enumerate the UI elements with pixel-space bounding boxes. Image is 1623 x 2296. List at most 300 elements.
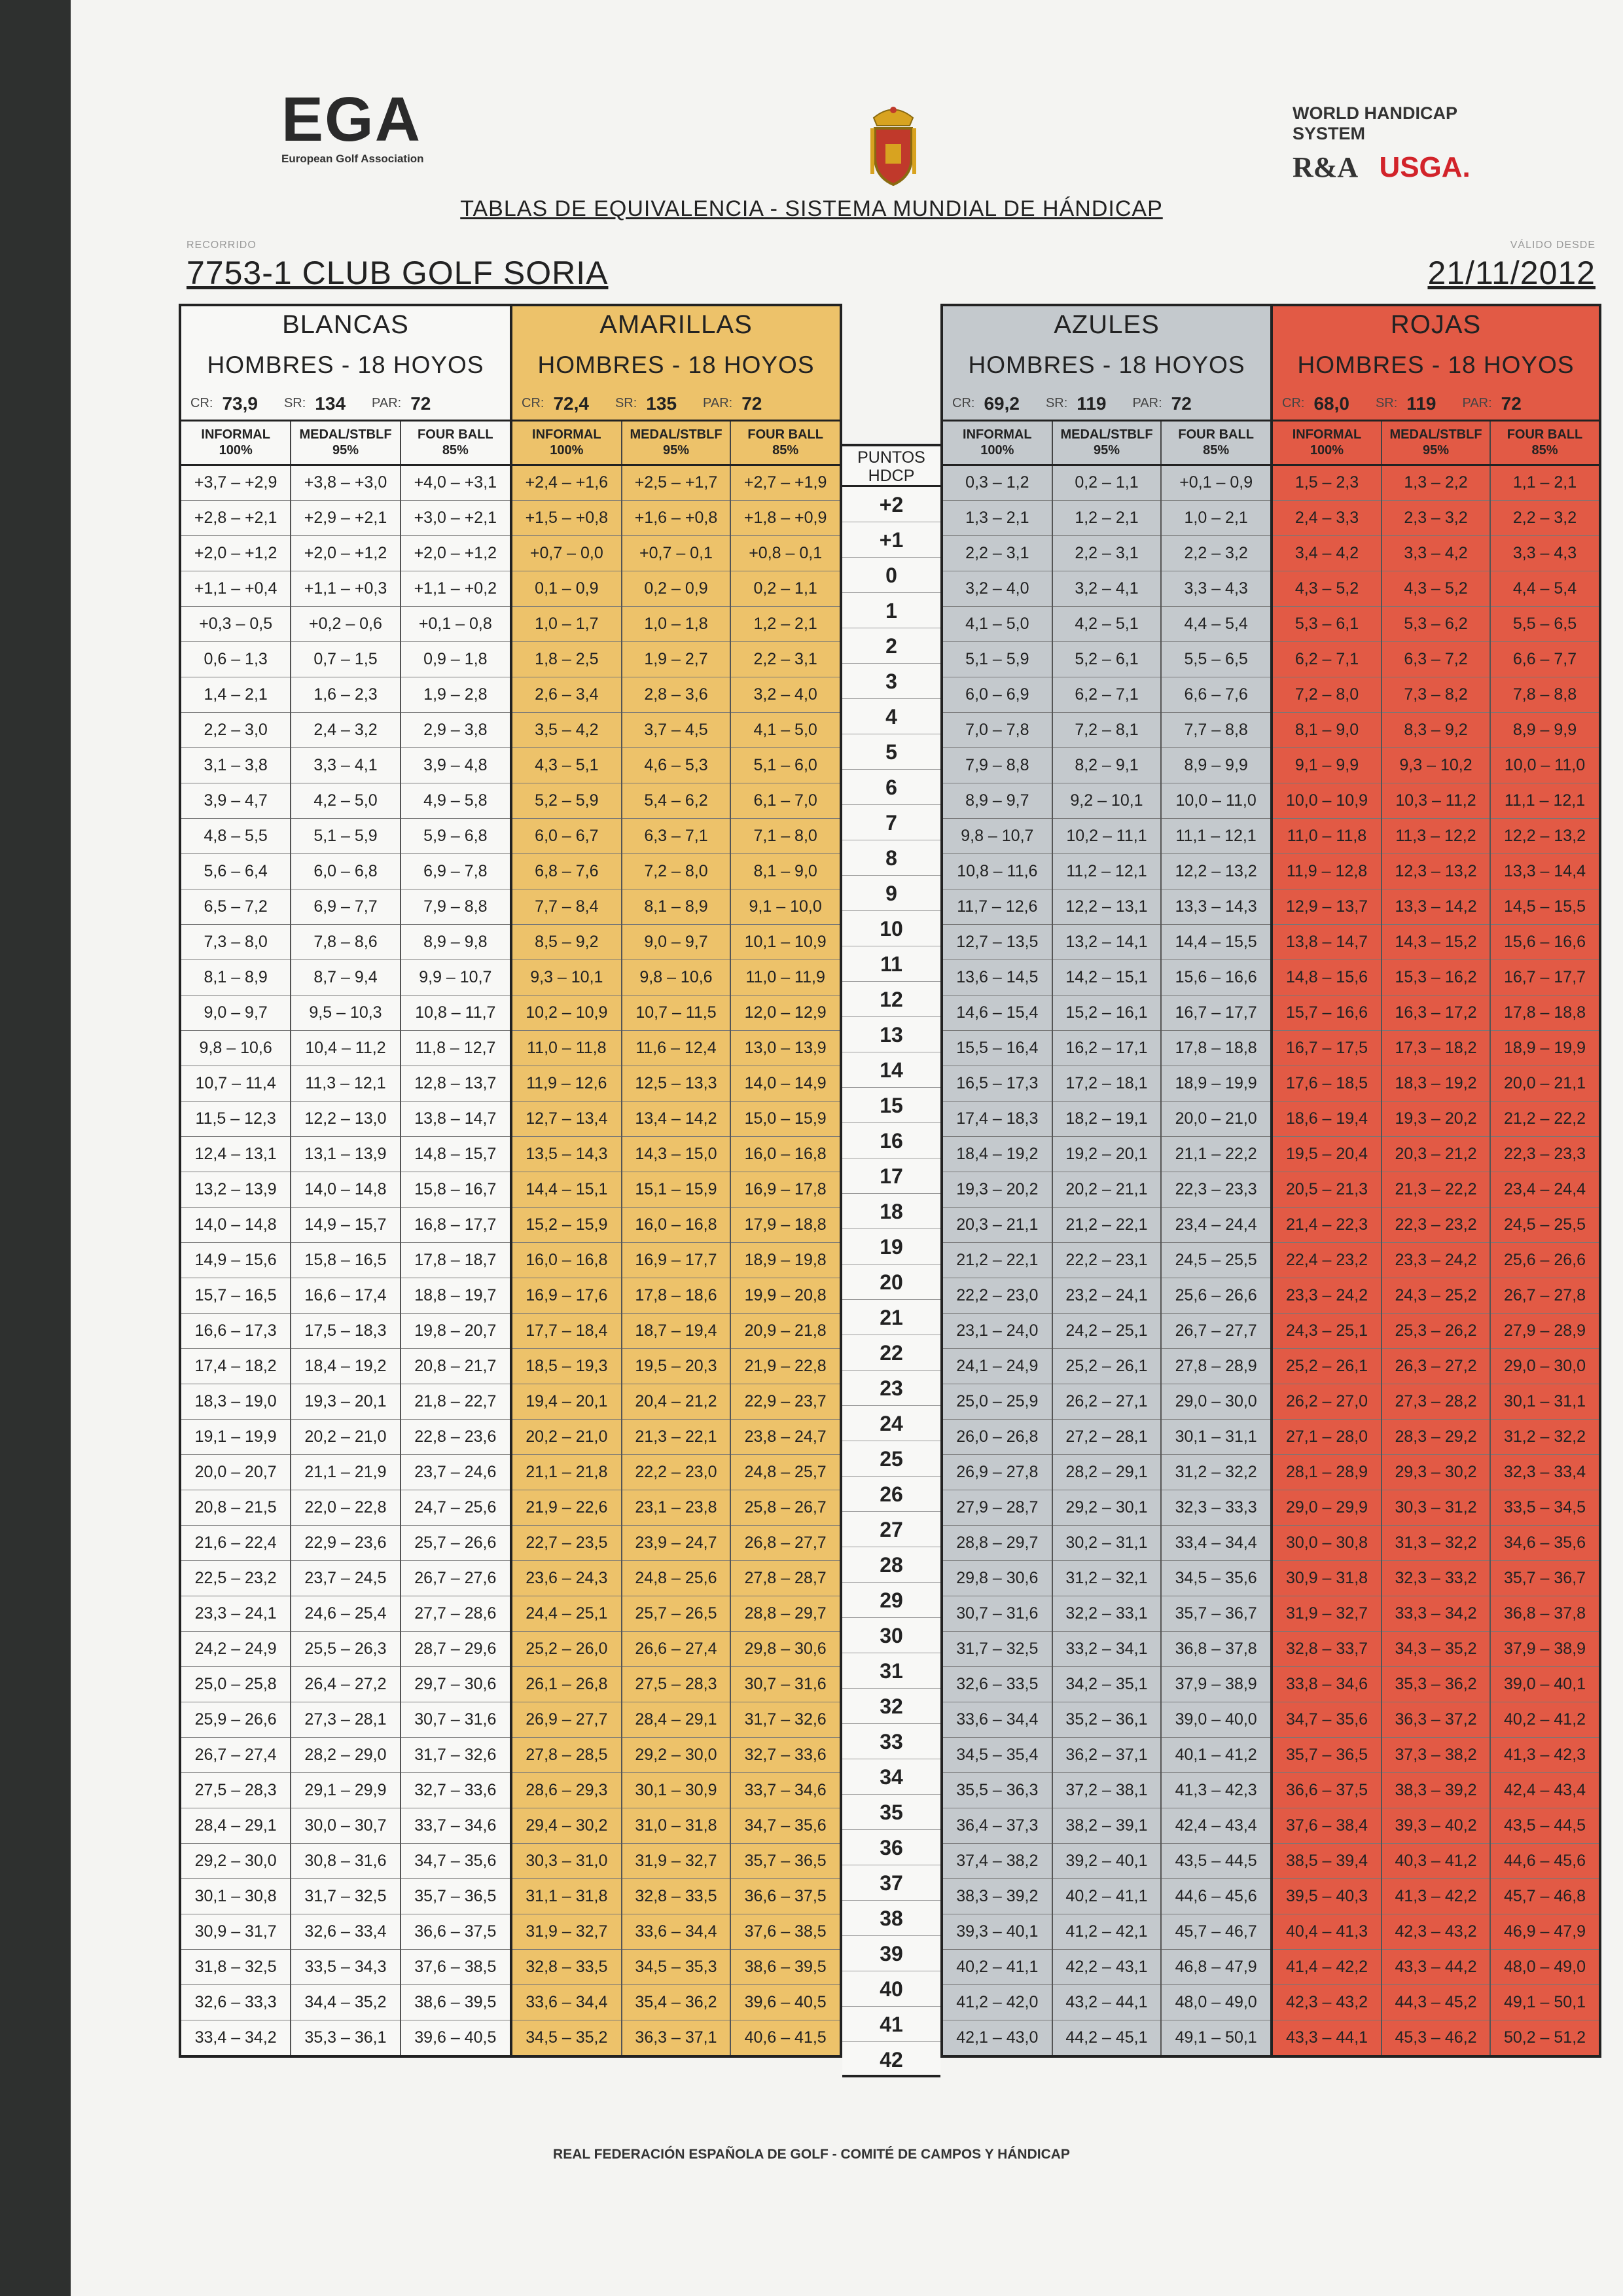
table-cell: 9,1 – 9,9 xyxy=(1273,747,1382,783)
table-cell: 25,6 – 26,6 xyxy=(1490,1242,1599,1278)
table-cell: 18,4 – 19,2 xyxy=(291,1348,400,1384)
table-cell: 17,4 – 18,3 xyxy=(943,1101,1052,1136)
table-cell: 2,2 – 3,1 xyxy=(730,641,840,677)
table-row xyxy=(943,1702,1270,1737)
puntos-header: PUNTOS HDCP xyxy=(842,444,940,487)
table-cell: 4,2 – 5,0 xyxy=(291,783,400,818)
table-row xyxy=(943,783,1270,818)
table-cell: 29,8 – 30,6 xyxy=(943,1560,1052,1596)
table-cell: 7,2 – 8,0 xyxy=(622,853,731,889)
table-cell: 41,3 – 42,3 xyxy=(1161,1772,1270,1808)
table-cell: 35,7 – 36,5 xyxy=(1273,1737,1382,1772)
table-cell: 34,3 – 35,2 xyxy=(1382,1631,1490,1666)
table-cell: 39,2 – 40,1 xyxy=(1052,1843,1162,1878)
table-cell: 18,5 – 19,3 xyxy=(512,1348,622,1384)
table-cell: 5,1 – 5,9 xyxy=(291,818,400,853)
table-cell: 24,6 – 25,4 xyxy=(291,1596,400,1631)
column-header: FOUR BALL 85% xyxy=(1161,422,1270,465)
table-row xyxy=(1273,924,1599,960)
table-cell: 6,6 – 7,7 xyxy=(1490,641,1599,677)
table-cell: 30,0 – 30,7 xyxy=(291,1808,400,1843)
table-row xyxy=(181,1808,510,1843)
puntos-value: 37 xyxy=(842,1865,940,1901)
table-cell: 15,8 – 16,5 xyxy=(291,1242,400,1278)
column-header: MEDAL/STBLF 95% xyxy=(1052,422,1162,465)
table-cell: 43,5 – 44,5 xyxy=(1161,1843,1270,1878)
table-row xyxy=(943,1666,1270,1702)
table-cell: 24,8 – 25,7 xyxy=(730,1454,840,1490)
table-cell: 14,3 – 15,0 xyxy=(622,1136,731,1172)
table-cell: 8,1 – 8,9 xyxy=(181,960,291,995)
table-row xyxy=(181,1702,510,1737)
table-cell: 27,8 – 28,9 xyxy=(1161,1348,1270,1384)
ega-logo xyxy=(281,84,424,166)
table-cell: 5,5 – 6,5 xyxy=(1490,606,1599,641)
table-cell: 18,3 – 19,2 xyxy=(1382,1066,1490,1101)
table-row xyxy=(943,535,1270,571)
table-row xyxy=(1273,889,1599,924)
table-row xyxy=(943,606,1270,641)
table-cell: 20,5 – 21,3 xyxy=(1273,1172,1382,1207)
table-cell: +1,5 – +0,8 xyxy=(512,500,622,535)
valido-desde-label: VÁLIDO DESDE xyxy=(1510,240,1596,251)
table-cell: 21,2 – 22,2 xyxy=(1490,1101,1599,1136)
table-row xyxy=(181,1631,510,1666)
puntos-value: 34 xyxy=(842,1759,940,1795)
table-row xyxy=(1273,1984,1599,2020)
tee-block-rojas xyxy=(1270,304,1601,2058)
tee-subtitle: HOMBRES - 18 HOYOS xyxy=(968,351,1245,378)
table-row xyxy=(1273,465,1599,500)
table-cell: 3,9 – 4,7 xyxy=(181,783,291,818)
table-cell: 33,7 – 34,6 xyxy=(730,1772,840,1808)
table-cell: 21,2 – 22,1 xyxy=(943,1242,1052,1278)
table-row xyxy=(512,924,840,960)
puntos-value: 14 xyxy=(842,1052,940,1088)
table-cell: 35,2 – 36,1 xyxy=(1052,1702,1162,1737)
tee-name: AMARILLAS xyxy=(599,310,753,339)
table-row xyxy=(512,1737,840,1772)
table-row xyxy=(943,1136,1270,1172)
table-cell: 21,3 – 22,2 xyxy=(1382,1172,1490,1207)
table-cell: 8,1 – 9,0 xyxy=(730,853,840,889)
table-cell: 4,3 – 5,1 xyxy=(512,747,622,783)
table-cell: 31,3 – 32,2 xyxy=(1382,1525,1490,1560)
table-cell: 12,3 – 13,2 xyxy=(1382,853,1490,889)
table-row xyxy=(181,2020,510,2055)
table-cell: 28,1 – 28,9 xyxy=(1273,1454,1382,1490)
table-cell: 37,9 – 38,9 xyxy=(1490,1631,1599,1666)
table-row xyxy=(1273,1313,1599,1348)
table-cell: 17,8 – 18,8 xyxy=(1161,1030,1270,1066)
table-cell: 28,2 – 29,0 xyxy=(291,1737,400,1772)
table-row xyxy=(1273,1949,1599,1984)
table-cell: 11,0 – 11,8 xyxy=(512,1030,622,1066)
table-cell: 31,2 – 32,2 xyxy=(1490,1419,1599,1454)
table-cell: 6,0 – 6,8 xyxy=(291,853,400,889)
table-cell: 2,9 – 3,8 xyxy=(401,712,510,747)
table-cell: 32,6 – 33,4 xyxy=(291,1914,400,1949)
table-cell: 23,4 – 24,4 xyxy=(1490,1172,1599,1207)
table-cell: 26,2 – 27,0 xyxy=(1273,1384,1382,1419)
puntos-value: +2 xyxy=(842,487,940,522)
handicap-table xyxy=(943,422,1270,2055)
table-cell: 26,3 – 27,2 xyxy=(1382,1348,1490,1384)
table-row xyxy=(512,712,840,747)
table-row xyxy=(943,1596,1270,1631)
table-row xyxy=(1273,995,1599,1030)
table-row xyxy=(181,1066,510,1101)
table-cell: 30,8 – 31,6 xyxy=(291,1843,400,1878)
table-cell: 37,2 – 38,1 xyxy=(1052,1772,1162,1808)
table-cell: 42,3 – 43,2 xyxy=(1273,1984,1382,2020)
table-cell: 15,3 – 16,2 xyxy=(1382,960,1490,995)
table-cell: 26,7 – 27,7 xyxy=(1161,1313,1270,1348)
table-cell: 29,0 – 30,0 xyxy=(1161,1384,1270,1419)
table-cell: 26,7 – 27,4 xyxy=(181,1737,291,1772)
table-cell: 36,4 – 37,3 xyxy=(943,1808,1052,1843)
table-cell: 3,4 – 4,2 xyxy=(1273,535,1382,571)
cr-label: CR: xyxy=(190,396,213,410)
table-cell: 7,7 – 8,4 xyxy=(512,889,622,924)
table-cell: 12,2 – 13,0 xyxy=(291,1101,400,1136)
table-cell: 27,9 – 28,7 xyxy=(943,1490,1052,1525)
table-cell: 29,4 – 30,2 xyxy=(512,1808,622,1843)
table-row xyxy=(181,995,510,1030)
table-cell: 27,3 – 28,1 xyxy=(291,1702,400,1737)
table-cell: 11,1 – 12,1 xyxy=(1490,783,1599,818)
table-cell: 19,4 – 20,1 xyxy=(512,1384,622,1419)
table-row xyxy=(181,1101,510,1136)
table-row xyxy=(512,1066,840,1101)
table-row xyxy=(1273,606,1599,641)
table-cell: 31,7 – 32,5 xyxy=(291,1878,400,1914)
table-cell: 22,9 – 23,6 xyxy=(291,1525,400,1560)
table-cell: 11,1 – 12,1 xyxy=(1161,818,1270,853)
table-cell: 2,4 – 3,3 xyxy=(1273,500,1382,535)
table-cell: 10,0 – 11,0 xyxy=(1161,783,1270,818)
table-cell: 11,6 – 12,4 xyxy=(622,1030,731,1066)
table-cell: 9,9 – 10,7 xyxy=(401,960,510,995)
puntos-value: 4 xyxy=(842,699,940,734)
table-cell: 46,9 – 47,9 xyxy=(1490,1914,1599,1949)
table-cell: 29,3 – 30,2 xyxy=(1382,1454,1490,1490)
table-cell: 43,2 – 44,1 xyxy=(1052,1984,1162,2020)
tee-block-blancas xyxy=(179,304,512,2058)
handicap-table xyxy=(1273,422,1599,2055)
table-row xyxy=(1273,853,1599,889)
table-row xyxy=(512,1702,840,1737)
tee-params xyxy=(943,387,1270,422)
table-cell: 16,0 – 16,8 xyxy=(622,1207,731,1242)
table-cell: 33,3 – 34,2 xyxy=(1382,1596,1490,1631)
table-cell: 14,4 – 15,1 xyxy=(512,1172,622,1207)
table-cell: 25,0 – 25,8 xyxy=(181,1666,291,1702)
table-cell: 4,4 – 5,4 xyxy=(1490,571,1599,606)
table-cell: 6,2 – 7,1 xyxy=(1052,677,1162,712)
tee-subtitle: HOMBRES - 18 HOYOS xyxy=(207,351,484,378)
table-cell: 5,3 – 6,2 xyxy=(1382,606,1490,641)
table-cell: 26,1 – 26,8 xyxy=(512,1666,622,1702)
table-cell: 34,5 – 35,3 xyxy=(622,1949,731,1984)
table-row xyxy=(512,1313,840,1348)
table-row xyxy=(943,465,1270,500)
table-cell: 21,1 – 21,9 xyxy=(291,1454,400,1490)
table-cell: 38,2 – 39,1 xyxy=(1052,1808,1162,1843)
table-cell: 43,5 – 44,5 xyxy=(1490,1808,1599,1843)
table-cell: 8,9 – 9,9 xyxy=(1161,747,1270,783)
puntos-value: 5 xyxy=(842,734,940,770)
table-cell: 2,3 – 3,2 xyxy=(1382,500,1490,535)
table-cell: 14,8 – 15,6 xyxy=(1273,960,1382,995)
whs-logo xyxy=(1293,103,1482,184)
puntos-value: 36 xyxy=(842,1830,940,1865)
table-cell: 22,8 – 23,6 xyxy=(401,1419,510,1454)
table-cell: 4,8 – 5,5 xyxy=(181,818,291,853)
table-cell: 0,2 – 0,9 xyxy=(622,571,731,606)
table-row xyxy=(512,747,840,783)
table-row xyxy=(512,1242,840,1278)
table-cell: 40,2 – 41,1 xyxy=(1052,1878,1162,1914)
table-cell: 35,7 – 36,5 xyxy=(401,1878,510,1914)
table-cell: 15,7 – 16,5 xyxy=(181,1278,291,1313)
table-cell: 13,3 – 14,2 xyxy=(1382,889,1490,924)
table-cell: 25,7 – 26,6 xyxy=(401,1525,510,1560)
table-row xyxy=(1273,1207,1599,1242)
table-cell: 5,4 – 6,2 xyxy=(622,783,731,818)
table-cell: 31,9 – 32,7 xyxy=(512,1914,622,1949)
column-header: INFORMAL 100% xyxy=(1273,422,1382,465)
table-cell: 6,3 – 7,2 xyxy=(1382,641,1490,677)
table-row xyxy=(943,960,1270,995)
table-cell: 1,3 – 2,2 xyxy=(1382,465,1490,500)
table-row xyxy=(943,677,1270,712)
table-cell: +3,0 – +2,1 xyxy=(401,500,510,535)
table-row xyxy=(1273,1490,1599,1525)
table-cell: 9,0 – 9,7 xyxy=(622,924,731,960)
table-cell: 13,4 – 14,2 xyxy=(622,1101,731,1136)
table-cell: 12,7 – 13,4 xyxy=(512,1101,622,1136)
table-row xyxy=(512,1172,840,1207)
table-cell: 16,2 – 17,1 xyxy=(1052,1030,1162,1066)
table-cell: 22,3 – 23,3 xyxy=(1490,1136,1599,1172)
table-cell: 19,5 – 20,3 xyxy=(622,1348,731,1384)
table-cell: 9,3 – 10,2 xyxy=(1382,747,1490,783)
table-cell: 24,2 – 25,1 xyxy=(1052,1313,1162,1348)
table-cell: 15,2 – 16,1 xyxy=(1052,995,1162,1030)
puntos-value: 30 xyxy=(842,1618,940,1653)
tee-params xyxy=(512,387,840,422)
puntos-value: 0 xyxy=(842,558,940,593)
table-cell: 13,3 – 14,3 xyxy=(1161,889,1270,924)
table-cell: 33,2 – 34,1 xyxy=(1052,1631,1162,1666)
table-cell: 16,8 – 17,7 xyxy=(401,1207,510,1242)
table-row xyxy=(512,1666,840,1702)
table-cell: 16,6 – 17,4 xyxy=(291,1278,400,1313)
table-row xyxy=(943,853,1270,889)
table-cell: 25,7 – 26,5 xyxy=(622,1596,731,1631)
table-cell: 14,0 – 14,9 xyxy=(730,1066,840,1101)
table-row xyxy=(1273,1772,1599,1808)
table-cell: 41,4 – 42,2 xyxy=(1273,1949,1382,1984)
table-cell: 26,2 – 27,1 xyxy=(1052,1384,1162,1419)
tee-block-azules xyxy=(940,304,1273,2058)
table-row xyxy=(943,1066,1270,1101)
table-row xyxy=(181,465,510,500)
table-row xyxy=(181,783,510,818)
table-cell: 31,7 – 32,6 xyxy=(730,1702,840,1737)
table-row xyxy=(943,1737,1270,1772)
table-cell: 30,7 – 31,6 xyxy=(730,1666,840,1702)
table-cell: 44,6 – 45,6 xyxy=(1161,1878,1270,1914)
table-cell: 23,1 – 23,8 xyxy=(622,1490,731,1525)
table-row xyxy=(1273,1136,1599,1172)
table-cell: 34,5 – 35,6 xyxy=(1161,1560,1270,1596)
table-cell: +0,3 – 0,5 xyxy=(181,606,291,641)
table-row xyxy=(943,1525,1270,1560)
table-cell: 18,9 – 19,9 xyxy=(1161,1066,1270,1101)
table-row xyxy=(181,1525,510,1560)
table-row xyxy=(943,747,1270,783)
table-cell: 7,7 – 8,8 xyxy=(1161,712,1270,747)
table-cell: 22,2 – 23,0 xyxy=(943,1278,1052,1313)
table-cell: 25,2 – 26,1 xyxy=(1273,1348,1382,1384)
table-cell: 19,9 – 20,8 xyxy=(730,1278,840,1313)
slope-rating: 119 xyxy=(1077,393,1107,414)
table-row xyxy=(943,1843,1270,1878)
table-row xyxy=(1273,960,1599,995)
table-cell: 4,3 – 5,2 xyxy=(1273,571,1382,606)
table-cell: 22,4 – 23,2 xyxy=(1273,1242,1382,1278)
table-row xyxy=(1273,1666,1599,1702)
table-cell: 1,6 – 2,3 xyxy=(291,677,400,712)
table-row xyxy=(181,606,510,641)
table-row xyxy=(1273,1278,1599,1313)
table-cell: +2,7 – +1,9 xyxy=(730,465,840,500)
table-cell: 49,1 – 50,1 xyxy=(1490,1984,1599,2020)
par-value: 72 xyxy=(741,393,762,414)
table-cell: 32,6 – 33,5 xyxy=(943,1666,1052,1702)
table-cell: 10,8 – 11,7 xyxy=(401,995,510,1030)
table-cell: +2,0 – +1,2 xyxy=(181,535,291,571)
table-cell: 27,8 – 28,7 xyxy=(730,1560,840,1596)
table-cell: 32,3 – 33,3 xyxy=(1161,1490,1270,1525)
puntos-value: 12 xyxy=(842,982,940,1017)
table-cell: 2,2 – 3,1 xyxy=(943,535,1052,571)
table-cell: 48,0 – 49,0 xyxy=(1490,1949,1599,1984)
table-row xyxy=(181,1843,510,1878)
column-header: INFORMAL 100% xyxy=(512,422,622,465)
slope-rating: 119 xyxy=(1406,393,1436,414)
puntos-value: 23 xyxy=(842,1371,940,1406)
table-cell: 18,8 – 19,7 xyxy=(401,1278,510,1313)
table-cell: 40,4 – 41,3 xyxy=(1273,1914,1382,1949)
table-cell: 5,3 – 6,1 xyxy=(1273,606,1382,641)
table-cell: 11,2 – 12,1 xyxy=(1052,853,1162,889)
table-row xyxy=(181,1242,510,1278)
puntos-value: 20 xyxy=(842,1265,940,1300)
table-cell: 33,4 – 34,2 xyxy=(181,2020,291,2055)
table-cell: 1,0 – 2,1 xyxy=(1161,500,1270,535)
puntos-value: 9 xyxy=(842,876,940,911)
table-row xyxy=(512,1278,840,1313)
table-cell: 8,1 – 8,9 xyxy=(622,889,731,924)
table-cell: 13,1 – 13,9 xyxy=(291,1136,400,1172)
table-cell: 30,3 – 31,2 xyxy=(1382,1490,1490,1525)
table-cell: 6,1 – 7,0 xyxy=(730,783,840,818)
puntos-value: 29 xyxy=(842,1583,940,1618)
table-cell: 13,5 – 14,3 xyxy=(512,1136,622,1172)
table-cell: +2,0 – +1,2 xyxy=(401,535,510,571)
table-cell: +0,7 – 0,0 xyxy=(512,535,622,571)
table-row xyxy=(943,1949,1270,1984)
table-row xyxy=(181,571,510,606)
table-cell: 33,5 – 34,5 xyxy=(1490,1490,1599,1525)
table-cell: 4,3 – 5,2 xyxy=(1382,571,1490,606)
table-cell: 42,4 – 43,4 xyxy=(1490,1772,1599,1808)
ega-logo-text: EGA xyxy=(281,84,422,154)
table-cell: 13,0 – 13,9 xyxy=(730,1030,840,1066)
table-row xyxy=(181,1914,510,1949)
table-cell: 1,8 – 2,5 xyxy=(512,641,622,677)
table-row xyxy=(512,500,840,535)
column-header: MEDAL/STBLF 95% xyxy=(1382,422,1490,465)
table-cell: 19,5 – 20,4 xyxy=(1273,1136,1382,1172)
puntos-value: 22 xyxy=(842,1335,940,1371)
table-cell: 17,6 – 18,5 xyxy=(1273,1066,1382,1101)
table-cell: 17,8 – 18,6 xyxy=(622,1278,731,1313)
puntos-value: 13 xyxy=(842,1017,940,1052)
column-header: MEDAL/STBLF 95% xyxy=(291,422,400,465)
table-cell: 22,2 – 23,1 xyxy=(1052,1242,1162,1278)
table-cell: 31,0 – 31,8 xyxy=(622,1808,731,1843)
table-cell: 22,3 – 23,3 xyxy=(1161,1172,1270,1207)
table-cell: 39,0 – 40,0 xyxy=(1161,1702,1270,1737)
table-cell: 25,8 – 26,7 xyxy=(730,1490,840,1525)
table-row xyxy=(1273,677,1599,712)
table-cell: 4,6 – 5,3 xyxy=(622,747,731,783)
table-cell: 2,8 – 3,6 xyxy=(622,677,731,712)
table-row xyxy=(943,995,1270,1030)
table-row xyxy=(943,1172,1270,1207)
table-row xyxy=(943,1560,1270,1596)
slope-rating: 135 xyxy=(646,393,677,414)
table-cell: 14,0 – 14,8 xyxy=(291,1172,400,1207)
table-cell: 6,2 – 7,1 xyxy=(1273,641,1382,677)
course-rating: 69,2 xyxy=(984,393,1020,414)
table-cell: 19,1 – 19,9 xyxy=(181,1419,291,1454)
table-cell: 18,7 – 19,4 xyxy=(622,1313,731,1348)
handicap-table xyxy=(512,422,840,2055)
table-cell: 20,3 – 21,1 xyxy=(943,1207,1052,1242)
table-cell: 50,2 – 51,2 xyxy=(1503,2028,1586,2047)
table-cell: 1,0 – 1,8 xyxy=(622,606,731,641)
table-cell: 4,2 – 5,1 xyxy=(1052,606,1162,641)
table-cell: +2,5 – +1,7 xyxy=(622,465,731,500)
table-cell: 40,2 – 41,2 xyxy=(1490,1702,1599,1737)
tee-subtitle: HOMBRES - 18 HOYOS xyxy=(537,351,815,378)
table-row xyxy=(512,1419,840,1454)
table-row xyxy=(1273,1101,1599,1136)
table-cell: 11,3 – 12,1 xyxy=(291,1066,400,1101)
table-cell: 28,7 – 29,6 xyxy=(401,1631,510,1666)
table-cell: 1,5 – 2,3 xyxy=(1273,465,1382,500)
table-cell: 22,5 – 23,2 xyxy=(181,1560,291,1596)
table-cell: 13,8 – 14,7 xyxy=(1273,924,1382,960)
tee-block-amarillas xyxy=(510,304,842,2058)
table-cell: 25,5 – 26,3 xyxy=(291,1631,400,1666)
table-row xyxy=(943,1101,1270,1136)
